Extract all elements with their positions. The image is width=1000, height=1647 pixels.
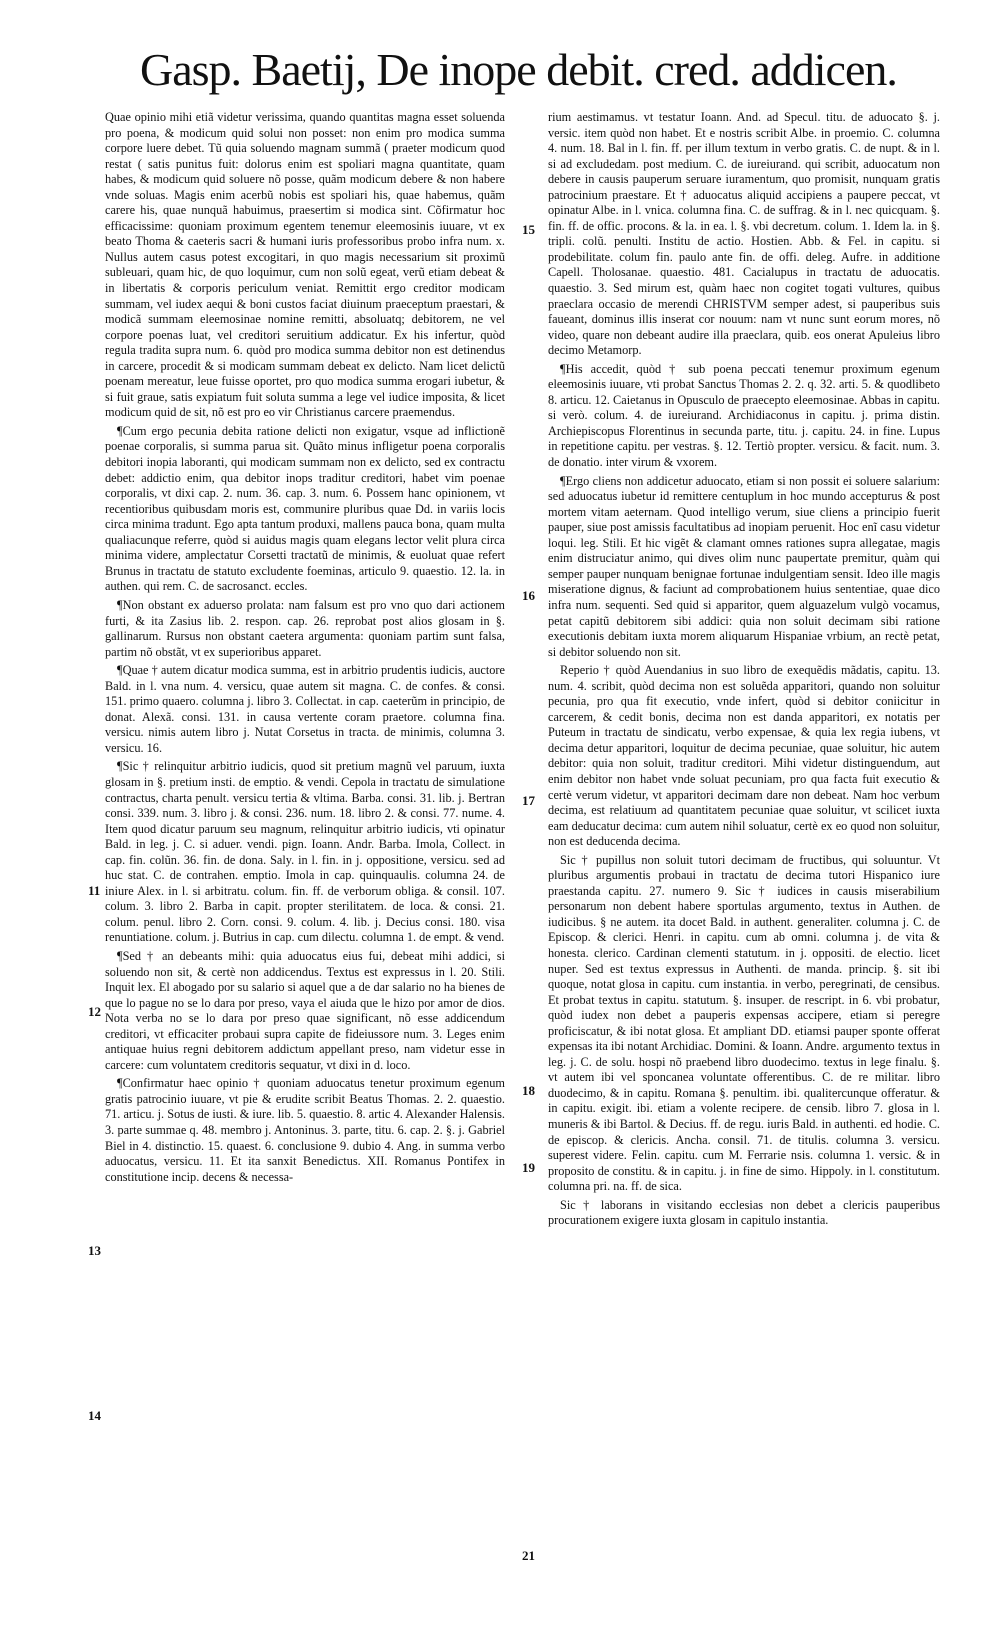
margin-number: 11 bbox=[88, 883, 101, 898]
margin-number: 12 bbox=[88, 1004, 101, 1019]
running-title: Gasp. Baetij, De inope debit. cred. addicen. bbox=[140, 44, 897, 95]
margin-number: 15 bbox=[522, 222, 535, 237]
right-column bbox=[548, 110, 940, 1232]
paragraph: Quae opinio mihi etiã videtur verissima, quando quantitas magna esset soluenda pro poena, & modicum quid solui non posset: non enim pro modica summa corpore luere debet. Tũ quia soluendo magnam summã ( praeter modicum quod restat ( satis punitus fuit: dolorus enim est spoliari magna quantitate, quam habes, & modicum quid soluere nõ posse, quãm modicum debere & non habere vnde soluas. Magis enim acerbũ nobis est spoliari his, quae habemus, quãm carere his, quae nunquã habuimus, praesertim si modica sint. Cõfirmatur hoc efficacissime: quoniam proximum egentem tenemur eleemosinis iuuare, vt ex beato Thoma & caeteris sacri & humani iuris professoribus probo infra num. x. Nullus autem casus potest excogitari, in quo magis necessarium sit proximũ subleuari, quam hic, de quo loquimur, cum non solũ egeat, verũ etiam debeat & in libertatis & corporis periculum veniat. Remittit ergo creditor modicam summam, vel iudex aequi & boni custos faciat diuinum praeceptum praestari, & modicã summam eleemosinae nomine remitti, absoluatq; debitorem, ne vel corpore poenas luat, vel creditori seruitium addicatur. Ex his infertur, quòd regula tradita supra num. 6. quòd pro modica summa debitor non est detinendus in carcere, procedit & si modicam summam debeat ex delicto. Nam licet delictũ poenam mereatur, leue fuisse oportet, pro quo modica summa erogari iubetur, & si fuit graue, satis expiatum fuit soluta summa a lege vel iudice imposita, & licet modicum quid de sit, nõ est pro eo vir Christianus carcere praemendus. bbox=[105, 110, 505, 420]
paragraph: ¶Ergo cliens non addicetur aduocato, etiam si non possit ei soluere salarium: sed aduocatus iubetur id remittere centuplum in hoc mundo accepturus & post mortem vitam aeternam. Quod intelligo verum, siue cliens a principio fuerit pauper, siue post amissis facultatibus ad inopiam peruenit. Hoc enĩ casu videtur loqui. leg. Stili. Et hic vigẽt & clamant omnes rationes supra allegatae, magis enim distruciatur animo, qui dives olim nunc paupertate premitur, quàm qui semper pauper nunquam benignae fortunae indulgentiam sensit. Ideo ille magis miseratione dignus, & faciunt ad comprobationem huius sententiae, quae dico infra num. sequenti. Sed quid si apparitor, quem alguazelum vulgò vocamus, petat capitũ debitorem sibi addici: quia non soluit decimam sibi ratione executionis debitam iuxta morem aliquarum Hispaniae vrbium, an rectè petat, si debitor soluendo non sit. bbox=[548, 473, 940, 659]
margin-number: 19 bbox=[522, 1160, 535, 1175]
margin-number: 14 bbox=[88, 1408, 101, 1423]
left-column bbox=[105, 110, 505, 1188]
paragraph: ¶Sed † an debeants mihi: quia aduocatus eius fui, debeat mihi addici, si soluendo non sit, & certè non addicendus. Textus est expressus in l. 20. Stili. Inquit lex. El abogado por su salario si aquel que a de dar salario no ha bienes de que lo pague no se lo dara por preso, vaya el aiuda que le hizo por amor de dios. Nota verba no se lo dara por preso quae significant, nõ esse addicendum creditori, vt efficaciter probaui supra capite de fideiussore num. 3. Leges enim antiquae huius regni debitorem addictum appellant preso, nam videtur esse in carcere: cum voluntatem creditoris sequatur, vt dixi in d. loco. bbox=[105, 948, 505, 1072]
margin-number: 16 bbox=[522, 588, 535, 603]
paragraph: ¶Sic † relinquitur arbitrio iudicis, quod sit pretium magnũ vel paruum, iuxta glosam in §. pretium insti. de emptio. & vendi. Cepola in tractatu de simulatione contractus, charta penult. versicu tertia & vltima. Barba. consi. 31. lib. j. Bertran consi. 339. num. 3. libro j. & consi. 236. num. 18. libro 2. & consi. 77. nume. 4. Item quod dicatur paruum seu magnum, relinquitur arbitrio iudicis, vti opinatur Bald. in leg. j. C. si aduer. vendi. pign. Ioann. Andr. Barba. Imola, Collect. in cap. fin. colũn. 36. fin. de dona. Saly. in l. fin. in j. oppositione, versicu. sed ad huc stat. C. de contrahen. emptio. Imola in cap. quinquaulis. columna 24. de iniure Alex. in l. si arbitratu. colum. fin. ff. de verborum obliga. & consil. 107. colum. 3. libro 2. Barba in capit. propter sterilitatem. de loca. & consi. 21. colum. penul. libro 2. Corn. consi. 9. colum. 4. lib. j. Decius consi. 180. visa renuntiatione. colum. j. Butrius in cap. cum dilectu. columna 1. de empt. & vend. bbox=[105, 759, 505, 945]
margin-number: 18 bbox=[522, 1083, 535, 1098]
paragraph: ¶His accedit, quòd † sub poena peccati tenemur proximum egenum eleemosinis iuuare, vti probat Sanctus Thomas 2. 2. q. 32. arti. 5. & quodlibeto 8. articu. 12. Caietanus in Opusculo de praecepto eleemosinae. Abbas in capitu. si verò. colum. 4. de iureiurand. Archidiaconus in capitu. j. prima distin. Archiepiscopus Florentinus in secunda parte, titu. j. capitu. 24. in fine. Lupus in repetitione capitu. per vestras. §. 12. Tertiò propter. versicu. & facit. num. 3. de donatio. inter virum & vxorem. bbox=[548, 361, 940, 470]
paragraph: Sic † laborans in visitando ecclesias non debet a clericis pauperibus procurationem exigere iuxta glosam in capitulo instantia. bbox=[548, 1197, 940, 1228]
paragraph: rium aestimamus. vt testatur Ioann. And. ad Specul. titu. de aduocato §. j. versic. item quòd non habet. Et e nostris scribit Albe. in proemio. C. columna 4. num. 18. Bal in l. fin. ff. per illum textum in verbo gratis. C. de nupt. & in l. si ad excludedam. post medium. C. de iureiurand. qui scribit, aduocatum non debere in causis pauperum seruare iuramentum, quo promisit, nunquam gratis patrocinium praestare. Et † aduocatus aliquid accipiens a paupere peccat, vt opinatur Albe. in l. vnica. columna fina. C. de suffrag. & in l. nec quicquam. §. fin. ff. de offic. procons. & la. in ea. l. §. vbi decretum. colum. 1. Idem la. in §. tripli. colũ. penulti. Institu de actio. Hostien. Abb. & Fel. in capitu. si prodebilitate. colum fin. paulo ante fin. de offi. deleg. Aufre. in additione Capell. Tholosanae. quaestio. 481. Cacialupus in tractatu de aduocatis. quaestio. 3. Sed mirum est, quàm haec non cogitet togati vultures, quibus praeclara occasio de merendi CHRISTVM semper adest, si pauperibus suis faueant, dominus illis inserat cor nouum: nam vt nunc sunt eorum mores, nõ video, quare non debeant audire illa praeclara, quib. eos onerat Apuleius libro decimo Metamorp. bbox=[548, 110, 940, 358]
paragraph: ¶Confirmatur haec opinio † quoniam aduocatus tenetur proximum egenum gratis patrocinio iuuare, vt pie & erudite scribit Beatus Thomas. 2. 2. quaestio. 71. articu. j. Sotus de iusti. & iure. lib. 5. quaestio. 8. artic 4. Alexander Halensis. 3. parte summae q. 48. membro j. Antoninus. 3. parte, titu. 6. cap. 2. §. j. Gabriel Biel in 4. distinctio. 15. quaest. 6. conclusione 9. dubio 4. Ang. in summa verbo aduocatus, versicu. 11. Et ita sanxit Benedictus. XII. Romanus Pontifex in constitutione incip. decens & necessa- bbox=[105, 1076, 505, 1184]
paragraph: Reperio † quòd Auendanius in suo libro de exequẽdis mãdatis, capitu. 13. num. 4. scribit, quòd decima non est soluẽda apparitori, quando non soluitur pecunia, pro qua fit executio, vnde infert, quòd si debitor coniicitur in carcerem, & cedit bonis, decima non est danda apparitori, ex notatis per Puteum in tractatu de sindicatu, verbo expensae, & quia lex regia iubens, vt decima detur apparitori, loquitur de decima pecuniae, quae soluitur, hic autem debitor: quia non soluit, traditur creditori. Mihi videtur distinguendum, aut enim debitor non habet vnde soluat pecuniam, pro qua facta fuit executio & certè verum videtur, vt apparitori decimam dare non debeat. Nam hoc verbum decima, est relatiuum ad quantitatem pecuniae quae soluitur, vt scilicet iuxta eam deducatur decima: cum autem nihil soluatur, certè ex eo quod non soluitur, non est deducenda decima. bbox=[548, 663, 940, 849]
paragraph: ¶Non obstant ex aduerso prolata: nam falsum est pro vno quo dari actionem furti, & ita Zasius lib. 2. respon. cap. 26. reprobat post alios glosam in §. gallinarum. Rursus non obstant caetera argumenta: quoniam partim sunt falsa, partim nõ obstãt, vt ex superioribus apparet. bbox=[105, 597, 505, 659]
margin-number: 17 bbox=[522, 793, 535, 808]
paragraph: Sic † pupillus non soluit tutori decimam de fructibus, qui soluuntur. Vt pluribus argumentis probaui in tractatu de decima tutori Hispanico iure praestanda capitu. 27. numero 9. Sic † iudices in causis miserabilium personarum non debent habere sportulas argumento, textus in Authen. de iudicibus. § ne autem. ita docet Bald. in authent. generaliter. columna j. C. de Episcop. & clerici. Henri. in capitu. cum ab omni. columna j. de vita & honesta. clerico. Cardinan clementi statutum. in j. oppositi. de electio. licet nuper. Sed est textus expressus in Authenti. de manda. princip. §. sit ibi quoque, notat glosa in capitu. cum instantia. in verbo, peregrinati, de censibus. Et probat textus in capitu. statutum. §. insuper. de rescript. in 6. vbi probatur, quòd iudex non debet a pauperis expensas accipere, etiam si peregre proficiscatur, & ibi notat glosa. Et ampliant DD. etiamsi pauper sponte offerat expensas ita ibi notant Archidiac. Domini. & Ioann. Andre. argumento textus in leg. j. C. de solu. hospi nõ praebend libro duodecimo. textus in lege finalu. §. vt autem ibi vel sponcanea voluntate offerentibus. C. de re militar. libro duodecimo, & in capitu. Romana §. penultim. ibi. qualitercunque offeratur. & in capitu. exigit. ibi. etiam a volente recipere. de censib. libro 7. glosa in l. muneris & ibi Bartol. & Decius. ff. de regu. iuris Bald. in authenti. ed hodie. C. de episcop. & clericis. Ancha. consil. 71. de titulis. columna 3. versicu. superest videre. Felin. capitu. cum M. Ferrarie nsis. columna 1. versic. & in proposito de constitu. & in capitu. j. in fine de simo. Hippoly. in l. constitutum. columna pri. na. ff. de sica. bbox=[548, 852, 940, 1194]
margin-number: 21 bbox=[522, 1548, 535, 1563]
paragraph: ¶Cum ergo pecunia debita ratione delicti non exigatur, vsque ad inflictionẽ poenae corporalis, si summa parua sit. Quãto minus infligetur poena corporalis debitori inopia laboranti, qui modicam summam non ex delicto, sed ex contractu debet: addictio enim, qua debitor inops traditur creditori, habet vim poenae corporalis, vt dixi cap. 2. num. 36. cap. 3. num. 6. Possem hanc opinionem, vt recentioribus quibusdam moris est, communire pluribus quae Dd. in variis locis circa minima tradunt. Ego apta tantum produxi, mallens pauca bona, quam multa qualiacunque referre, quòd si auidus magis quam elegans lector velit plura circa minima videre, amplectatur Corsetti tractatũ de minimis, & euoluat quae refert Brunus in tractatu de statuto excludente foeminas, articulo 9. quaestio. 12. la. in authen. qui rem. C. de sacrosanct. eccles. bbox=[105, 423, 505, 594]
margin-number: 13 bbox=[88, 1243, 101, 1258]
paragraph: ¶Quae † autem dicatur modica summa, est in arbitrio prudentis iudicis, auctore Bald. in l. vna num. 4. versicu, quae autem sit magna. C. de confes. & consi. 151. primo quaero. columna j. libro 3. Collectat. in cap. caeterũm in principio, de donat. Alexã. consi. 131. in causa vertente coram praetore. columna fina. versicu. nimis autem libro j. Nutat Corsetus in tracta. de minimis, columna 3. versicu. 16. bbox=[105, 663, 505, 755]
